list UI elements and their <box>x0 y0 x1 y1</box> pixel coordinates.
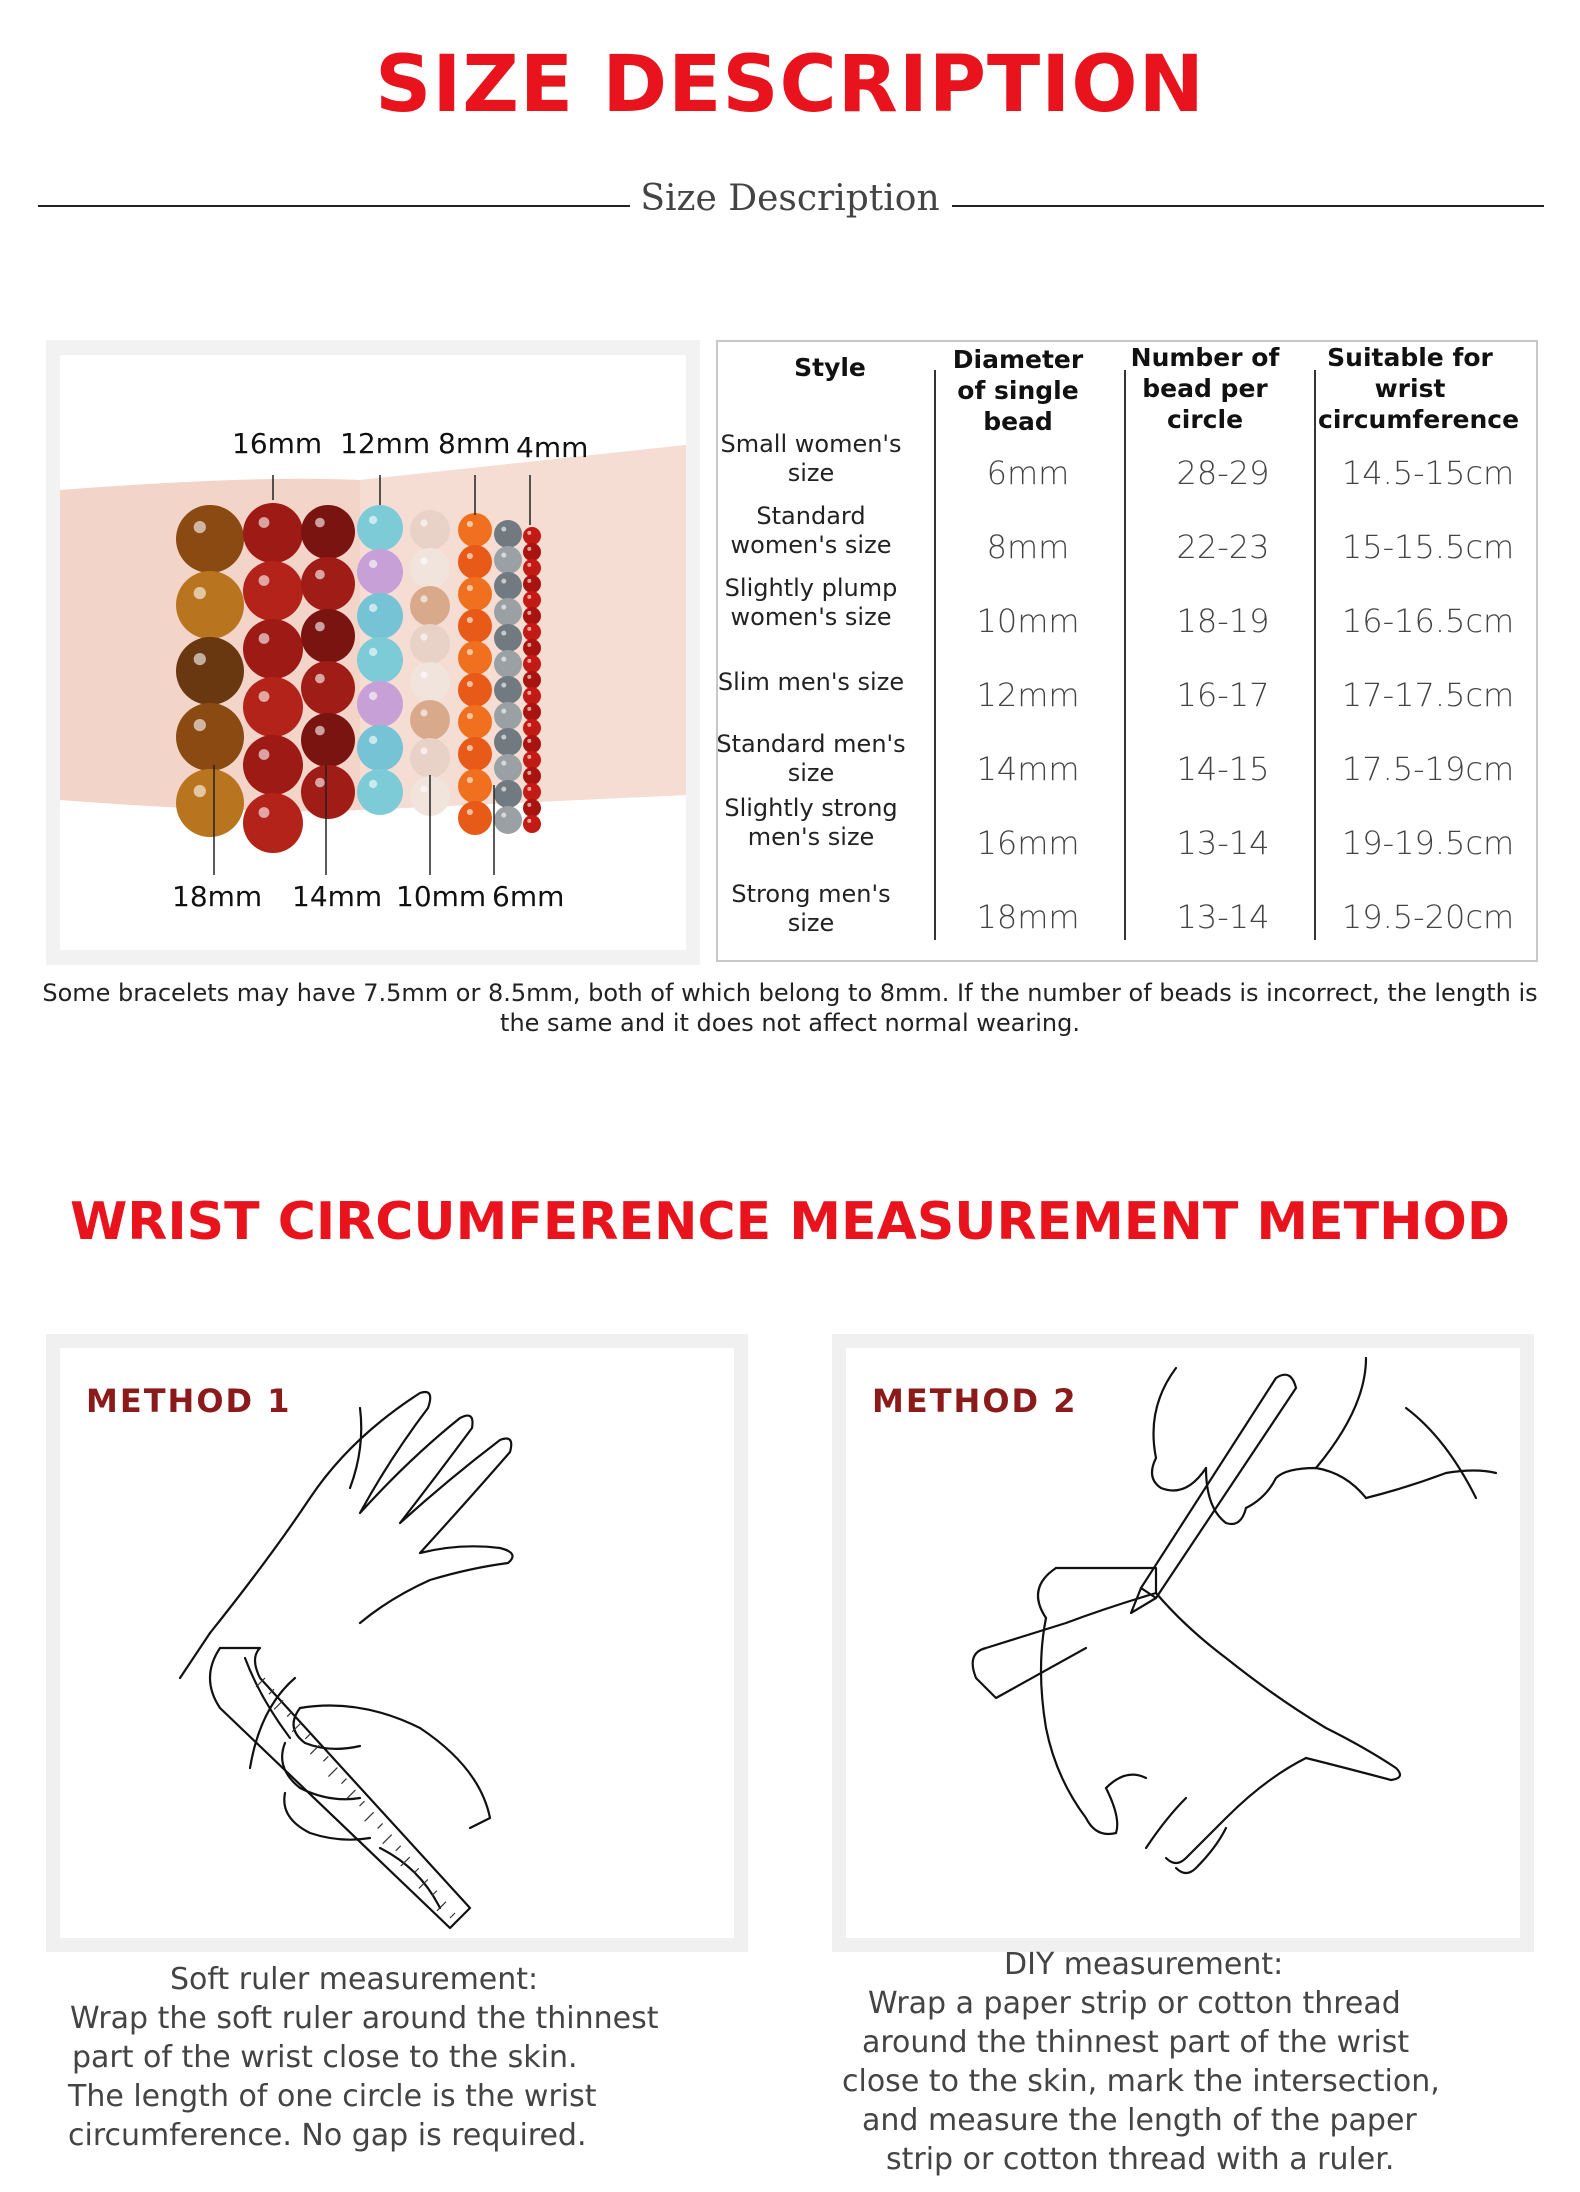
table-header-diameter: Diameter of single bead <box>952 345 1084 436</box>
method2-caption-title: DIY measurement: <box>1004 1947 1284 1982</box>
table-cell-wrist: 17-17.5cm <box>1341 676 1515 714</box>
bead-size-label: 4mm <box>516 431 589 464</box>
bead-size-label: 10mm <box>396 880 487 913</box>
table-cell-number: 22-23 <box>1176 528 1270 566</box>
divider-right <box>952 205 1544 207</box>
table-cell-number: 18-19 <box>1176 602 1270 640</box>
table-cell-wrist: 19.5-20cm <box>1341 898 1515 936</box>
size-note: Some bracelets may have 7.5mm or 8.5mm, both of which belong to 8mm. If the number of beads is incorrect, the length is the same and it does not affect normal wearing. <box>42 979 1538 1037</box>
method2-caption-line: and measure the length of the paper <box>862 2103 1417 2138</box>
table-cell-number: 13-14 <box>1176 898 1270 936</box>
bead-size-label: 16mm <box>232 427 323 460</box>
table-cell-wrist: 15-15.5cm <box>1341 528 1515 566</box>
table-cell-wrist: 17.5-19cm <box>1341 750 1515 788</box>
table-cell-wrist: 19-19.5cm <box>1341 824 1515 862</box>
table-cell-diameter: 10mm <box>976 602 1080 640</box>
method1-caption-line: Wrap the soft ruler around the thinnest <box>70 2001 659 2036</box>
method2-caption-line: strip or cotton thread with a ruler. <box>886 2142 1395 2177</box>
table-cell-number: 14-15 <box>1176 750 1270 788</box>
table-cell-wrist: 16-16.5cm <box>1341 602 1515 640</box>
soft-ruler-hand-icon <box>60 1348 734 1938</box>
table-cell-diameter: 8mm <box>986 528 1070 566</box>
table-cell-diameter: 16mm <box>976 824 1080 862</box>
table-cell-style: Strong men's size <box>731 880 891 937</box>
table-divider <box>934 370 936 940</box>
method1-caption-line: The length of one circle is the wrist <box>68 2079 597 2114</box>
table-cell-diameter: 6mm <box>986 454 1070 492</box>
bracelet-photo <box>60 355 686 950</box>
table-cell-number: 28-29 <box>1176 454 1270 492</box>
method1-caption-title: Soft ruler measurement: <box>170 1962 539 1997</box>
table-header-style: Style <box>794 353 866 382</box>
table-cell-number: 13-14 <box>1176 824 1270 862</box>
table-header-wrist: Suitable for wrist circumference <box>1318 343 1520 434</box>
table-cell-style: Standard men's size <box>716 730 906 787</box>
method1-label: METHOD 1 <box>86 1382 292 1420</box>
divider-left <box>38 205 630 207</box>
bead-size-label: 8mm <box>438 427 511 460</box>
table-cell-style: Slightly plump women's size <box>724 574 898 631</box>
table-cell-number: 16-17 <box>1176 676 1270 714</box>
method1-caption-line: part of the wrist close to the skin. <box>72 2040 578 2075</box>
paper-strip-hand-icon <box>846 1348 1520 1938</box>
bead-size-label: 14mm <box>292 880 383 913</box>
page-title: SIZE DESCRIPTION <box>375 40 1205 130</box>
table-cell-style: Standard women's size <box>730 502 892 559</box>
table-cell-diameter: 14mm <box>976 750 1080 788</box>
table-divider <box>1124 370 1126 940</box>
bead-size-label: 6mm <box>492 880 565 913</box>
table-cell-wrist: 14.5-15cm <box>1341 454 1515 492</box>
measurement-title: WRIST CIRCUMFERENCE MEASUREMENT METHOD <box>69 1192 1511 1252</box>
method2-label: METHOD 2 <box>872 1382 1078 1420</box>
bead-size-label: 12mm <box>340 427 431 460</box>
method2-illustration-panel <box>846 1348 1520 1938</box>
table-cell-diameter: 12mm <box>976 676 1080 714</box>
table-cell-style: Small women's size <box>720 430 902 487</box>
method1-illustration-panel <box>60 1348 734 1938</box>
table-cell-style: Slightly strong men's size <box>724 794 898 851</box>
table-cell-diameter: 18mm <box>976 898 1080 936</box>
table-cell-style: Slim men's size <box>717 668 905 696</box>
table-header-number: Number of bead per circle <box>1130 343 1280 434</box>
method2-caption-line: Wrap a paper strip or cotton thread <box>868 1986 1401 2021</box>
method1-caption-line: circumference. No gap is required. <box>68 2118 587 2153</box>
section-subtitle: Size Description <box>640 178 940 219</box>
method2-caption-line: around the thinnest part of the wrist <box>862 2025 1410 2060</box>
method2-caption-line: close to the skin, mark the intersection, <box>842 2064 1440 2099</box>
bead-size-label: 18mm <box>172 880 263 913</box>
